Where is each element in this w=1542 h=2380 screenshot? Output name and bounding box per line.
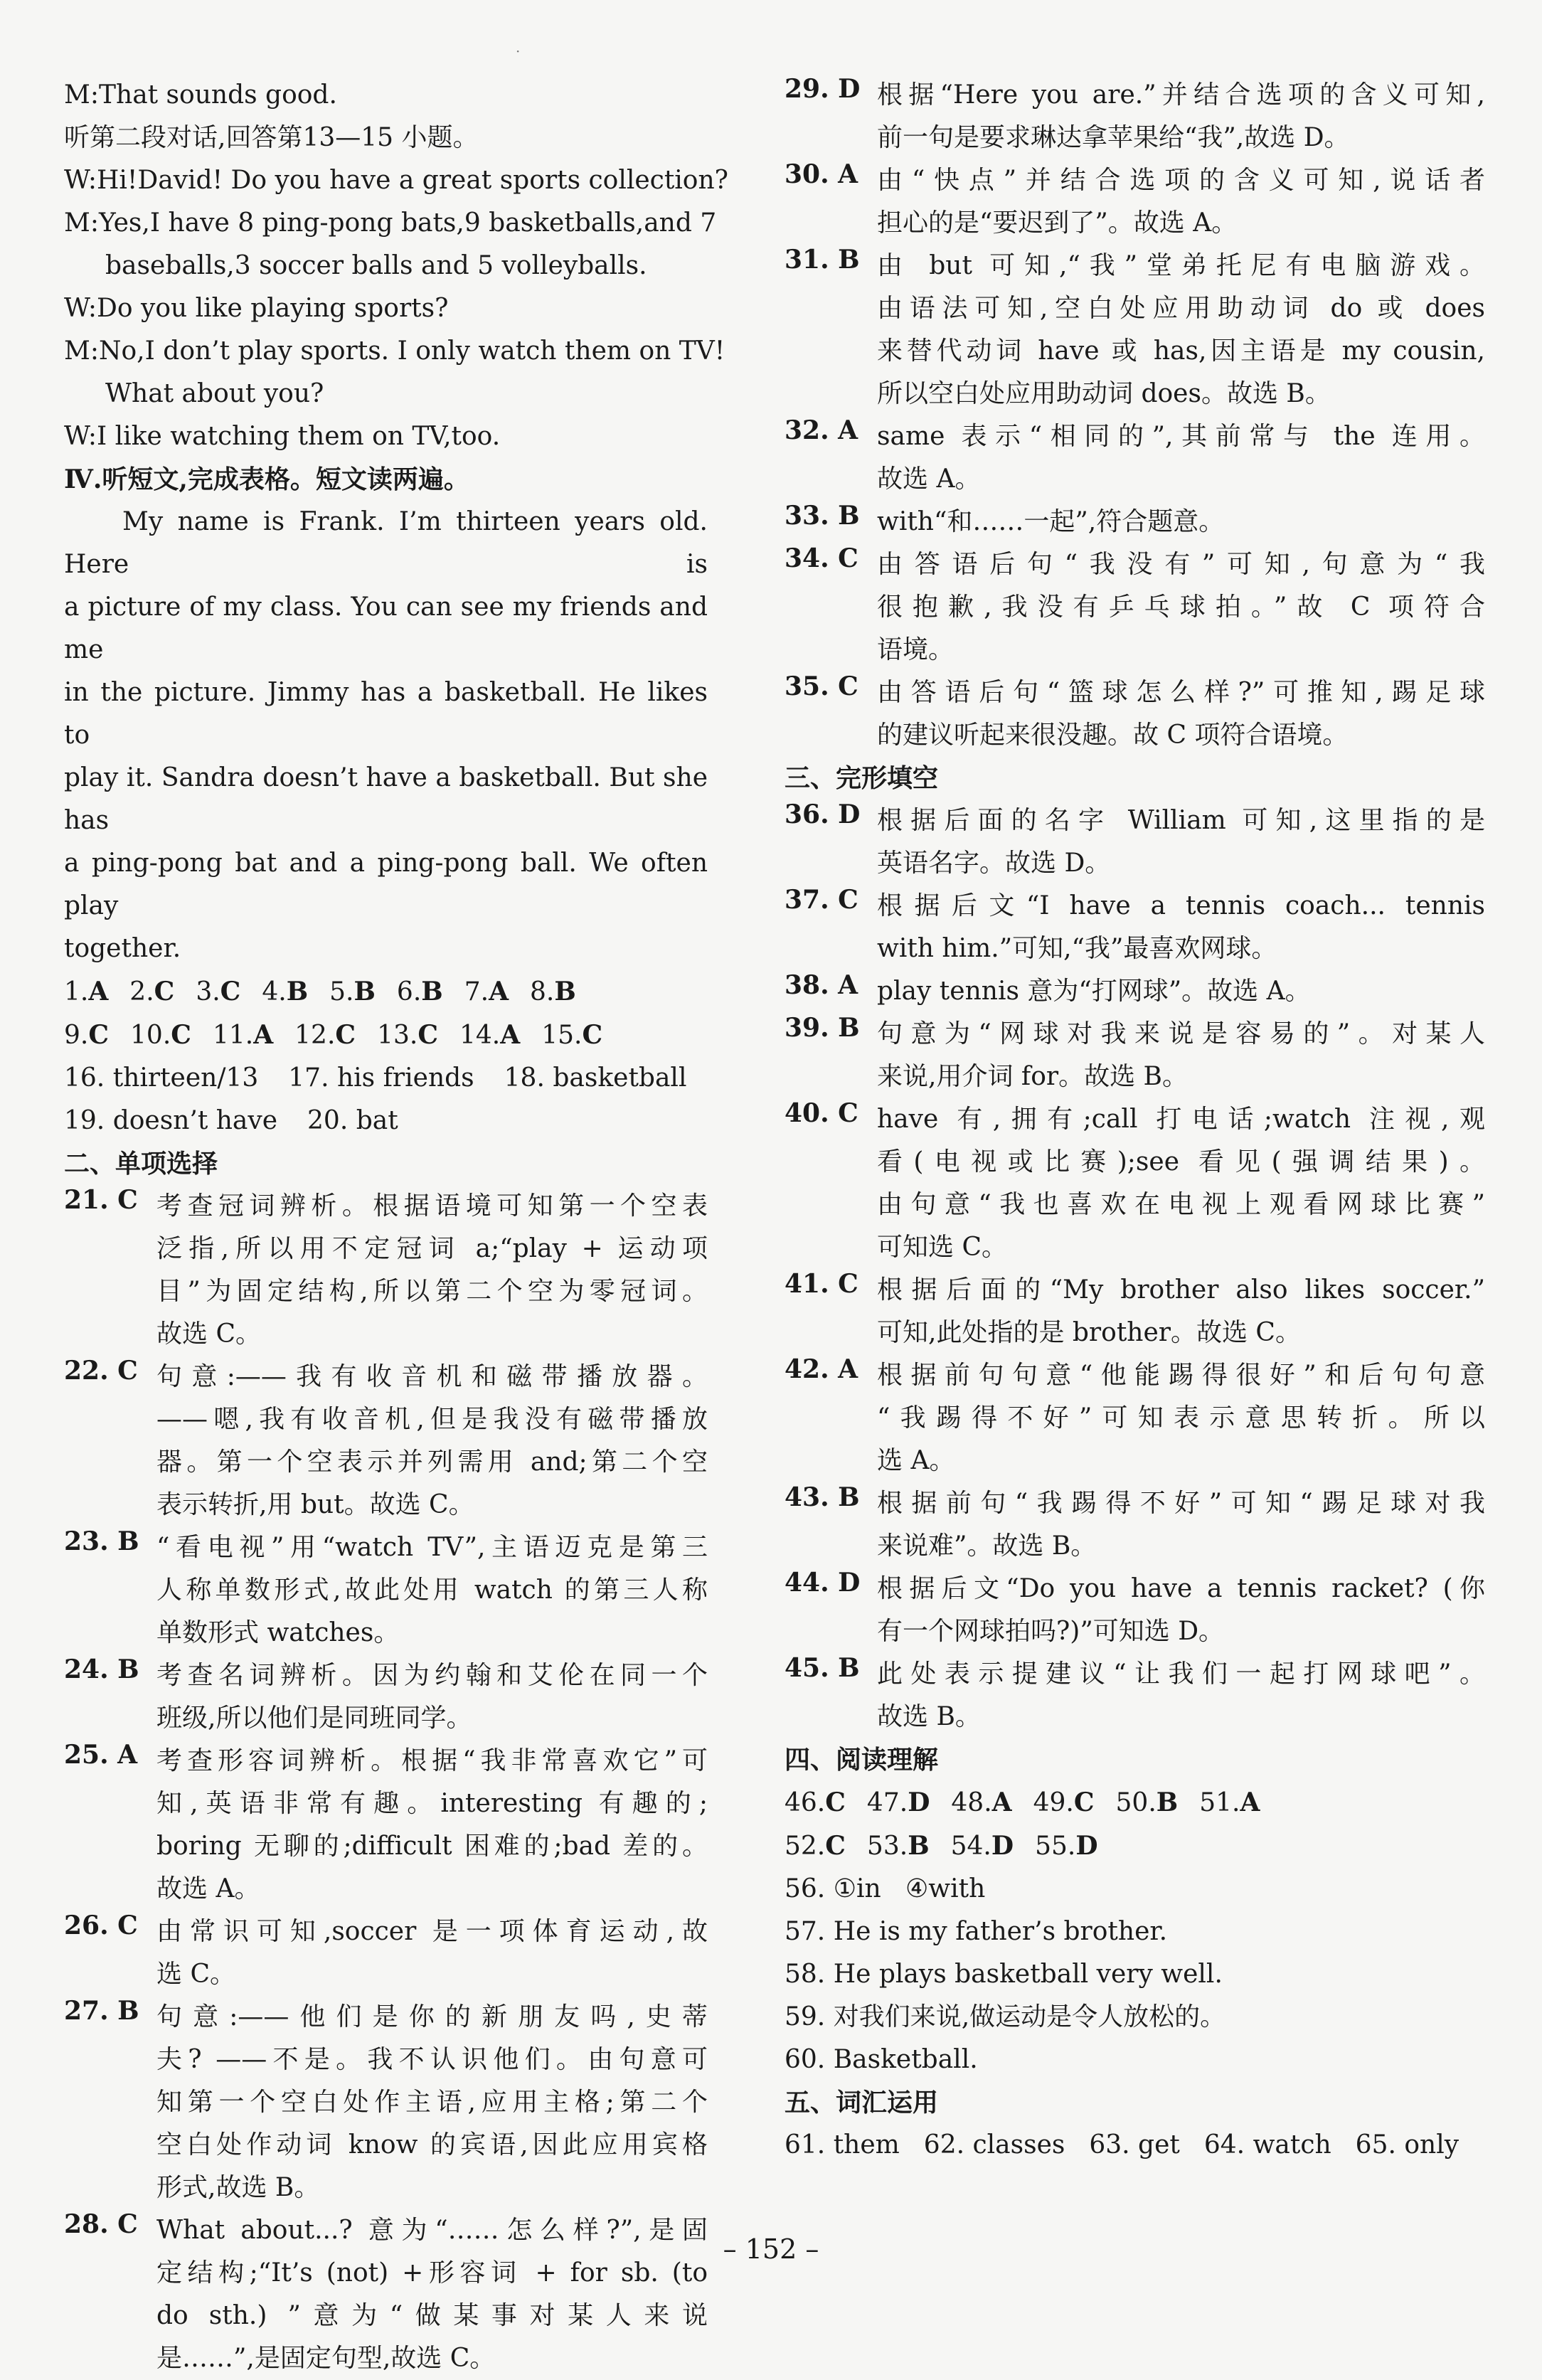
answer-letter: C <box>418 1020 438 1050</box>
item-line: 来说,用介词 for。故选 B。 <box>877 1062 1188 1091</box>
answer-letter: A <box>489 977 509 1006</box>
item-line: 故选 A。 <box>877 464 981 494</box>
answer-item <box>397 977 443 1006</box>
passage-line: in the picture. Jimmy has a basketball. He likes to <box>64 678 708 750</box>
item-line: with“和……一起”,符合题意。 <box>877 507 1225 536</box>
answer-number: 7. <box>464 977 489 1006</box>
explanation-item <box>785 671 1485 757</box>
explanation-item <box>785 159 1485 245</box>
answer-number: 55. <box>1035 1832 1076 1861</box>
item-line: 来说难”。故选 B。 <box>877 1531 1097 1561</box>
item-text <box>156 1356 708 1526</box>
item-text <box>877 1098 1485 1269</box>
answer-item: 61. them <box>785 2130 900 2159</box>
answer-number: 8. <box>530 977 555 1006</box>
item-line: 选 C。 <box>156 1960 235 1989</box>
item-line: 空白处作动词 know 的宾语,因此应用宾格 <box>156 2130 708 2159</box>
item-line: same 表示“相同的”,其前常与 the 连用。 <box>877 422 1485 451</box>
item-number: 41. C <box>785 1269 858 1299</box>
explanation-list <box>64 1185 708 2380</box>
answer-item <box>951 1832 1014 1861</box>
listening-instruction: 听第二段对话,回答第13—15 小题。 <box>64 123 479 152</box>
answer-item <box>130 1021 191 1050</box>
answer-item <box>196 977 240 1006</box>
answer-item: 20. bat <box>307 1106 398 1135</box>
item-line: 此处表示提建议“让我们一起打网球吧”。 <box>877 1659 1485 1689</box>
item-line: 根据后面的“My brother also likes soccer.” <box>877 1275 1485 1305</box>
answer-number: 53. <box>866 1832 908 1861</box>
item-line: 由 but 可知,“我”堂弟托尼有电脑游戏。 <box>877 251 1485 280</box>
item-text <box>877 1269 1485 1354</box>
answer-item: 64. watch <box>1203 2130 1331 2159</box>
answer-item: 16. thirteen/13 <box>64 1063 259 1093</box>
item-line: 句意:——他们是你的新朋友吗,史蒂 <box>156 2002 708 2031</box>
explanation-list <box>785 74 1485 757</box>
item-number: 37. C <box>785 885 858 915</box>
answer-letter: A <box>991 1787 1012 1817</box>
item-line: 考查名词辨析。因为约翰和艾伦在同一个 <box>156 1661 708 1690</box>
top-mark: · <box>516 43 521 60</box>
item-line: 器。第一个空表示并列需用 and;第二个空 <box>156 1447 708 1477</box>
item-line: 形式,故选 B。 <box>156 2173 320 2202</box>
answer-letter: A <box>1240 1787 1260 1817</box>
answer-number: 9. <box>64 1021 89 1050</box>
item-line: “我踢得不好”可知表示意思转折。所以 <box>877 1403 1485 1433</box>
item-line: 根据后文“Do you have a tennis racket? (你 <box>877 1574 1485 1603</box>
item-number: 33. B <box>785 501 860 531</box>
answer-letter: B <box>421 977 443 1006</box>
explanation-item <box>785 543 1485 671</box>
item-line: 是……”,是固定句型,故选 C。 <box>156 2344 496 2373</box>
item-number: 43. B <box>785 1482 860 1512</box>
answer-letter: C <box>220 977 241 1006</box>
item-text <box>877 885 1485 970</box>
item-line: 句意为“网球对我来说是容易的”。对某人 <box>877 1019 1485 1048</box>
item-number: 42. A <box>785 1354 858 1384</box>
item-number: 25. A <box>64 1740 138 1770</box>
explanation-item <box>785 245 1485 415</box>
explanation-item <box>64 1185 708 1356</box>
answer-letter: D <box>908 1787 930 1817</box>
fill-answer-row <box>64 1057 708 1100</box>
item-line: 看(电视或比赛);see 看见(强调结果)。 <box>877 1147 1485 1176</box>
item-line: ——嗯,我有收音机,但是我没有磁带播放 <box>156 1405 708 1434</box>
answer-row <box>785 1824 1485 1868</box>
passage-line: My name is Frank. I’m thirteen years old. Here is <box>64 507 708 579</box>
item-line: 前一句是要求琳达拿苹果给“我”,故选 D。 <box>877 123 1350 152</box>
answer-item <box>785 1788 846 1817</box>
explanation-item <box>64 1996 708 2209</box>
item-number: 40. C <box>785 1098 858 1128</box>
answer-letter: C <box>1073 1787 1095 1817</box>
answer-number: 14. <box>459 1021 501 1050</box>
answer-item <box>213 1021 273 1050</box>
answer-letter: B <box>554 977 576 1006</box>
item-text <box>877 1568 1485 1653</box>
item-line: 句意:——我有收音机和磁带播放器。 <box>156 1362 708 1391</box>
answer-item <box>64 1021 109 1050</box>
answer-item <box>464 977 509 1006</box>
item-text <box>877 1013 1485 1098</box>
item-text <box>877 543 1485 671</box>
item-number: 31. B <box>785 245 860 275</box>
answer-item <box>530 977 576 1006</box>
answer-number: 47. <box>866 1788 908 1817</box>
answer-item: 19. doesn’t have <box>64 1106 278 1135</box>
item-number: 30. A <box>785 159 858 189</box>
answer-number: 10. <box>130 1021 171 1050</box>
answer-number: 50. <box>1115 1788 1156 1817</box>
answer-letter: C <box>335 1020 356 1050</box>
explanation-item <box>64 1911 708 1996</box>
dialogue-2 <box>64 159 728 458</box>
answer-letter: B <box>286 977 309 1006</box>
item-text <box>877 159 1485 245</box>
answer-letter: B <box>1156 1787 1179 1817</box>
item-line: 英语名字。故选 D。 <box>877 849 1111 878</box>
answer-letter: D <box>1075 1831 1098 1861</box>
item-line: 班级,所以他们是同班同学。 <box>156 1704 472 1733</box>
item-line: 可知选 C。 <box>877 1233 1007 1262</box>
item-text <box>156 1185 708 1356</box>
explanation-item <box>785 1269 1485 1354</box>
answer-number: 4. <box>262 977 287 1006</box>
answer-number: 51. <box>1199 1788 1240 1817</box>
explanation-item <box>785 1013 1485 1098</box>
item-line: do sth.) ”意为“做某事对某人来说 <box>156 2301 708 2330</box>
answer-number: 11. <box>212 1021 254 1050</box>
section-heading-iv: Ⅳ.听短文,完成表格。短文读两遍。 <box>64 464 469 494</box>
explanation-item <box>785 501 1485 543</box>
answer-item: 17. his friends <box>288 1063 474 1093</box>
answer-number: 52. <box>785 1832 826 1861</box>
item-text <box>156 1911 708 1996</box>
item-line: 很抱歉,我没有乒乓球拍。”故 C 项符合 <box>877 593 1485 622</box>
answer-number: 5. <box>329 977 354 1006</box>
item-number: 35. C <box>785 671 858 701</box>
item-line: 根据前句“我踢得不好”可知“踢足球对我 <box>877 1489 1485 1518</box>
answer-row <box>64 1014 708 1057</box>
item-line: 担心的是“要迟到了”。故选 A。 <box>877 208 1238 238</box>
item-line: have 有,拥有;call 打电话;watch 注视,观 <box>877 1105 1485 1134</box>
answer-item <box>1035 1832 1097 1861</box>
item-line: 选 A。 <box>877 1446 955 1475</box>
answer-item <box>1116 1788 1179 1817</box>
item-number: 45. B <box>785 1653 860 1683</box>
reading-answers <box>785 1868 1485 2081</box>
answer-letter: A <box>253 1020 274 1050</box>
item-number: 24. B <box>64 1654 139 1684</box>
dialogue-line: M:That sounds good. <box>64 80 337 110</box>
answer-row <box>64 970 708 1014</box>
answer-item <box>64 977 108 1006</box>
item-line: 由语法可知,空白处应用助动词 do 或 does <box>877 294 1485 323</box>
passage <box>64 501 708 970</box>
page-number: – 152 – <box>723 2233 819 2265</box>
answer-item: 65. only <box>1355 2130 1459 2159</box>
answer-item <box>867 1832 930 1861</box>
answer-item <box>459 1021 520 1050</box>
item-line: with him.”可知,“我”最喜欢网球。 <box>877 934 1277 963</box>
right-column <box>785 74 1485 2167</box>
item-text <box>877 970 1485 1013</box>
left-column <box>64 74 728 2380</box>
item-number: 28. C <box>64 2209 138 2239</box>
item-line: 故选 C。 <box>156 1319 261 1349</box>
item-line: 由句意“我也喜欢在电视上观看网球比赛” <box>877 1190 1485 1219</box>
answer-number: 54. <box>950 1832 991 1861</box>
item-text <box>156 1740 708 1911</box>
item-line: 知第一个空白处作主语,应用主格;第二个 <box>156 2088 708 2117</box>
reading-answer: 60. Basketball. <box>785 2045 978 2074</box>
item-number: 36. D <box>785 799 861 829</box>
item-text <box>156 1654 708 1740</box>
answer-row <box>785 1781 1485 1824</box>
explanation-item <box>785 1098 1485 1269</box>
fill-answer-row <box>64 1100 708 1142</box>
item-line: 人称单数形式,故此处用 watch 的第三人称 <box>156 1576 708 1605</box>
answer-number: 12. <box>294 1021 336 1050</box>
reading-answer: 59. 对我们来说,做运动是令人放松的。 <box>785 2002 1226 2031</box>
answer-item <box>377 1021 438 1050</box>
answer-item: 63. get <box>1089 2130 1180 2159</box>
item-line: “看电视”用“watch TV”,主语迈克是第三 <box>156 1533 708 1562</box>
dialogue-line: W:Hi!David! Do you have a great sports collection? <box>64 166 728 195</box>
answer-letter: D <box>991 1831 1014 1861</box>
item-number: 22. C <box>64 1356 138 1386</box>
explanation-item <box>785 799 1485 885</box>
item-number: 32. A <box>785 415 858 445</box>
section-heading-single-choice: 二、单项选择 <box>64 1149 218 1179</box>
explanation-item <box>64 1526 708 1654</box>
item-line: 夫? ——不是。我不认识他们。由句意可 <box>156 2045 708 2074</box>
answer-item <box>541 1021 602 1050</box>
passage-line: a ping-pong bat and a ping-pong ball. We often play <box>64 849 708 920</box>
answer-item <box>329 977 376 1006</box>
section-heading-reading: 四、阅读理解 <box>785 1745 939 1775</box>
dialogue-line: M:Yes,I have 8 ping-pong bats,9 basketballs,and 7 <box>64 208 717 238</box>
explanation-item <box>785 970 1485 1013</box>
explanation-item <box>785 415 1485 501</box>
answer-item: 62. classes <box>923 2130 1065 2159</box>
answer-number: 15. <box>541 1021 583 1050</box>
item-line: What about...? 意为“……怎么样?”,是固 <box>156 2216 708 2245</box>
dialogue-line-cont: What about you? <box>105 379 324 408</box>
item-line: 目”为固定结构,所以第二个空为零冠词。 <box>156 1277 708 1306</box>
item-line: 的建议听起来很没趣。故 C 项符合语境。 <box>877 721 1349 750</box>
answer-letter: B <box>353 977 376 1006</box>
item-number: 39. B <box>785 1013 860 1043</box>
answer-number: 48. <box>951 1788 992 1817</box>
answer-letter: B <box>908 1831 930 1861</box>
item-number: 38. A <box>785 970 858 1000</box>
answer-letter: C <box>825 1787 846 1817</box>
reading-answer: 57. He is my father’s brother. <box>785 1917 1168 1946</box>
answer-letter: C <box>171 1020 191 1050</box>
item-number: 21. C <box>64 1185 138 1215</box>
item-text <box>877 1354 1485 1482</box>
answer-letter: A <box>500 1020 521 1050</box>
reading-answer: 56. ①in ④with <box>785 1874 986 1903</box>
answer-number: 13. <box>377 1021 418 1050</box>
vocab-answer-row <box>785 2124 1485 2167</box>
item-line: 考查形容词辨析。根据“我非常喜欢它”可 <box>156 1746 708 1775</box>
explanation-item <box>785 1653 1485 1738</box>
item-line: 定结构;“It’s (not) +形容词 + for sb. (to <box>156 2258 708 2288</box>
answer-letter: C <box>154 977 175 1006</box>
answer-letter: C <box>88 1020 110 1050</box>
item-text <box>877 1653 1485 1738</box>
explanation-item <box>785 1482 1485 1568</box>
item-number: 29. D <box>785 74 861 104</box>
answer-number: 2. <box>129 977 154 1006</box>
answer-item <box>1199 1788 1260 1817</box>
item-line: 由“快点”并结合选项的含义可知,说话者 <box>877 166 1485 195</box>
answer-item <box>294 1021 356 1050</box>
item-line: 根据“Here you are.”并结合选项的含义可知, <box>877 80 1485 110</box>
item-line: play tennis 意为“打网球”。故选 A。 <box>877 977 1311 1006</box>
answer-item <box>129 977 174 1006</box>
item-text <box>877 671 1485 757</box>
section-heading-cloze: 三、完形填空 <box>785 763 939 793</box>
item-line: boring 无聊的;difficult 困难的;bad 差的。 <box>156 1832 708 1861</box>
item-text <box>877 1482 1485 1568</box>
item-number: 44. D <box>785 1568 861 1598</box>
item-line: 单数形式 watches。 <box>156 1618 400 1647</box>
dialogue-line: W:I like watching them on TV,too. <box>64 422 501 451</box>
item-number: 23. B <box>64 1526 139 1556</box>
answer-letter: A <box>88 977 109 1006</box>
item-line: 知,英语非常有趣。interesting 有趣的; <box>156 1789 708 1818</box>
item-text <box>877 74 1485 159</box>
item-line: 语境。 <box>877 635 955 664</box>
explanation-item <box>785 885 1485 970</box>
answer-letter: C <box>825 1831 846 1861</box>
item-line: 所以空白处应用助动词 does。故选 B。 <box>877 379 1331 408</box>
item-text <box>877 501 1485 543</box>
item-line: 考查冠词辨析。根据语境可知第一个空表 <box>156 1191 708 1221</box>
answer-item <box>785 1832 846 1861</box>
explanation-item <box>64 1740 708 1911</box>
item-line: 根据前句句意“他能踢得很好”和后句句意 <box>877 1361 1485 1390</box>
item-line: 由常识可知,soccer 是一项体育运动,故 <box>156 1917 708 1946</box>
explanation-item <box>785 1568 1485 1653</box>
item-number: 26. C <box>64 1911 138 1940</box>
answer-item <box>867 1788 930 1817</box>
reading-answer: 58. He plays basketball very well. <box>785 1960 1223 1989</box>
item-line: 由答语后句“篮球怎么样?”可推知,踢足球 <box>877 678 1485 707</box>
explanation-item <box>64 1356 708 1526</box>
section-heading-vocabulary: 五、词汇运用 <box>785 2088 939 2118</box>
item-line: 故选 A。 <box>156 1874 260 1903</box>
answer-item <box>262 977 308 1006</box>
item-text <box>156 1996 708 2209</box>
explanation-item <box>785 1354 1485 1482</box>
passage-line: together. <box>64 934 181 963</box>
explanation-item <box>64 1654 708 1740</box>
item-number: 27. B <box>64 1996 139 2026</box>
item-line: 泛指,所以用不定冠词 a;“play + 运动项 <box>156 1234 708 1263</box>
item-line: 根据后面的名字 William 可知,这里指的是 <box>877 806 1485 835</box>
answer-item <box>951 1788 1011 1817</box>
item-text <box>877 799 1485 885</box>
answer-number: 3. <box>196 977 220 1006</box>
answer-item: 18. basketball <box>504 1063 687 1093</box>
item-text <box>877 415 1485 501</box>
answer-number: 6. <box>396 977 422 1006</box>
answer-number: 46. <box>785 1788 826 1817</box>
passage-line: play it. Sandra doesn’t have a basketball. But she has <box>64 763 708 835</box>
answer-number: 49. <box>1033 1788 1074 1817</box>
item-line: 根据后文“I have a tennis coach... tennis <box>877 891 1485 920</box>
explanation-list <box>785 799 1485 1738</box>
dialogue-line: M:No,I don’t play sports. I only watch them on TV! <box>64 336 725 366</box>
item-number: 34. C <box>785 543 858 573</box>
item-text <box>877 245 1485 415</box>
item-line: 来替代动词 have 或 has,因主语是 my cousin, <box>877 336 1485 366</box>
answer-item <box>1033 1788 1095 1817</box>
item-line: 可知,此处指的是 brother。故选 C。 <box>877 1318 1301 1347</box>
item-line: 有一个网球拍吗?)”可知选 D。 <box>877 1617 1225 1646</box>
item-line: 表示转折,用 but。故选 C。 <box>156 1490 474 1519</box>
item-text <box>156 1526 708 1654</box>
item-line: 由答语后句“我没有”可知,句意为“我 <box>877 550 1485 579</box>
answer-letter: C <box>582 1020 603 1050</box>
item-line: 故选 B。 <box>877 1702 981 1731</box>
explanation-item <box>785 74 1485 159</box>
answer-number: 1. <box>64 977 89 1006</box>
passage-line: a picture of my class. You can see my friends and me <box>64 593 708 664</box>
dialogue-line: W:Do you like playing sports? <box>64 294 449 323</box>
dialogue-line-cont: baseballs,3 soccer balls and 5 volleyballs. <box>105 251 647 280</box>
